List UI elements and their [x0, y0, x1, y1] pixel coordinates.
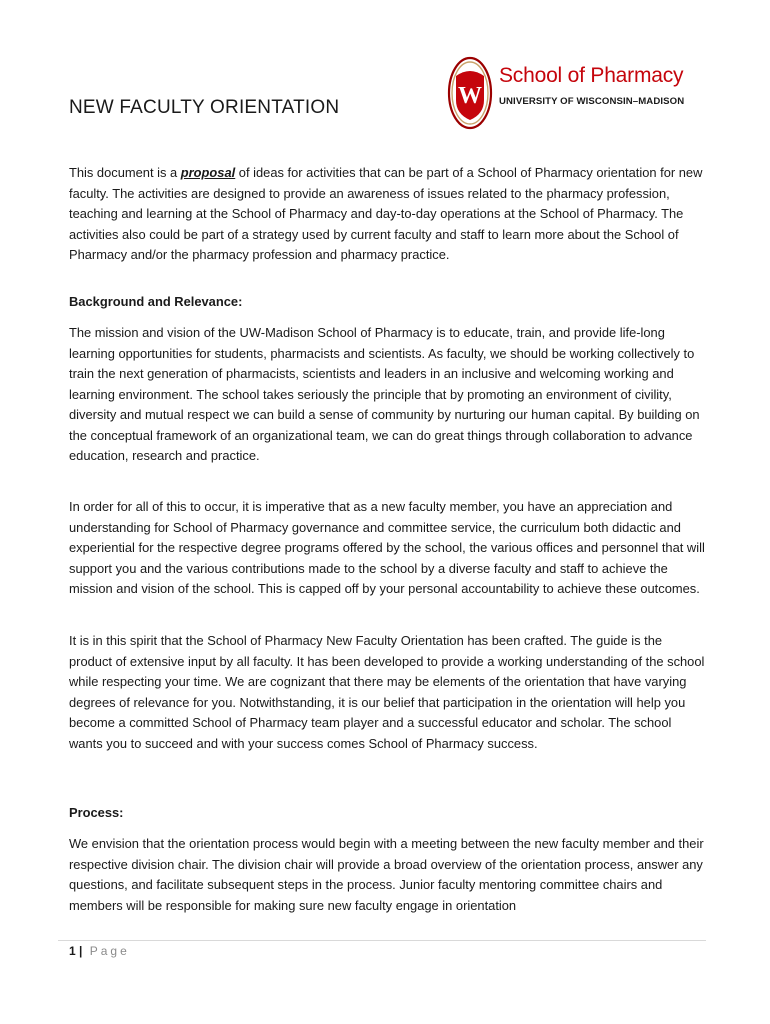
uw-crest-icon — [447, 56, 493, 130]
school-logo — [447, 56, 707, 130]
document-title: NEW FACULTY ORIENTATION — [69, 97, 340, 118]
background-paragraph-2: In order for all of this to occur, it is imperative that as a new faculty member, you have an appreciation and understanding for School of Pharmacy governance and committee service, the curriculum both didactic and experiential for the respective degree programs offered by the school, the various offices and personnel that will support you and the various contributions made to the school by a diverse faculty and staff to achieve the mission and vision of the school. This is capped off by your personal accountability to achieve these outcomes. — [69, 499, 705, 596]
logo-title: School of Pharmacy — [499, 64, 684, 87]
process-heading: Process: — [69, 805, 124, 820]
svg-text:W: W — [458, 83, 482, 109]
background-paragraph-3: It is in this spirit that the School of Pharmacy New Faculty Orientation has been crafted. The guide is the product of extensive input by all faculty. It has been developed to provide a working understanding of the school while respecting your time. We are cognizant that there may be elements of the orientation that have varying degrees of relevance for you. Notwithstanding, it is our belief that participation in the orientation will help you become a committed School of Pharmacy team player and a successful educator and scholar. The school wants you to succeed and with your success comes School of Pharmacy success. — [69, 633, 705, 751]
page-number: 1 — [69, 944, 76, 958]
logo-subtitle: UNIVERSITY OF WISCONSIN–MADISON — [499, 96, 685, 107]
process-paragraph-1: We envision that the orientation process would begin with a meeting between the new faculty member and their respective division chair. The division chair will provide a broad overview of the orientation process, answer any questions, and facilitate subsequent steps in the process. Junior faculty mentoring committee chairs and members will be responsible for making sure new faculty engage in orientation — [69, 836, 704, 913]
proposal-keyword: proposal — [180, 165, 236, 180]
footer-divider — [58, 940, 706, 941]
background-heading: Background and Relevance: — [69, 294, 243, 309]
page-label: Page — [89, 944, 130, 958]
background-paragraph-1: The mission and vision of the UW-Madison School of Pharmacy is to educate, train, and provide life-long learning opportunities for students, pharmacists and scientists. As faculty, we should be working collectively to train the next generation of pharmacists, scientists and leaders in an inclusive and welcoming working and learning environment. The school takes seriously the principle that by promoting an environment of civility, diversity and mutual respect we can build a sense of community by nurturing our human capital. By building on the conceptual framework of an organizational team, we can do great things through collaboration to advance education, research and practice. — [69, 325, 700, 463]
intro-paragraph: This document is a proposal of ideas for activities that can be part of a School of Pharmacy orientation for new faculty. The activities are designed to provide an awareness of issues related to the pharmacy profession, teaching and learning at the School of Pharmacy and day-to-day operations at the School of Pharmacy. The activities also could be part of a strategy used by current faculty and staff to learn more about the School of Pharmacy and/or the pharmacy profession and pharmacy practice. — [69, 165, 703, 262]
footer-separator: | — [79, 944, 83, 958]
page-footer — [69, 944, 130, 958]
